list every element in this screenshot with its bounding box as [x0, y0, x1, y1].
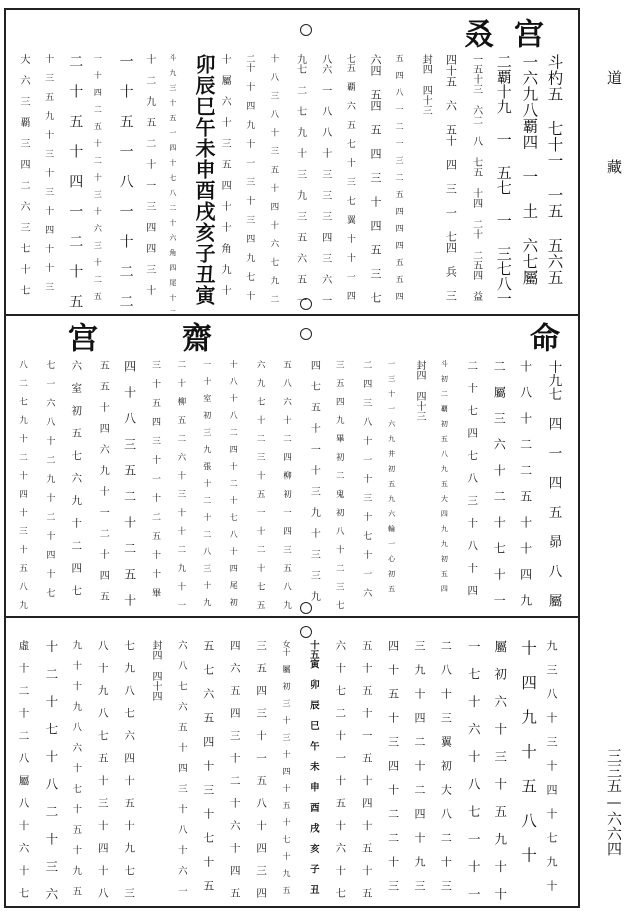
heading-char: 齋 [176, 322, 211, 358]
text-column: 大 六 三 覇 三 四 二 六 三 七 十 七 [18, 54, 29, 295]
text-column: 三 九 十 四 二 十 二 四 十 九 三 [413, 640, 426, 891]
ring-marker [300, 24, 312, 36]
text-column: 九七 二 七 九 十 三 九 三 五 六 五 一 [294, 54, 306, 305]
ring-marker [300, 626, 312, 638]
text-column: 六 八 七 六 五 十 四 三 十 八 十 六 一 [175, 640, 187, 896]
text-column: 二十 十 四 九 十 一 三 十 三 四 九 七 十 [244, 54, 255, 300]
text-column: 六四 五四 五 四 三 十 四 五 三 七 [369, 54, 382, 303]
text-column: 三 五 四 九 畢 初 二 鬼 初 八 十 二 三 七 [334, 360, 345, 609]
text-column: 女十 屬 初 三 十 三 十 四 十 五 十 七 十 九 五 [282, 640, 291, 894]
text-column: 二 屬 三 六 十 二 十 七 十 一 [492, 360, 507, 606]
text-column: 九 三 八 十 三 十 四 十 七 九 十 [545, 640, 558, 891]
text-column: 三 五 四 三 十 一 五 八 十 四 三 四 [255, 640, 268, 898]
text-column: 十 二 九 五 二 十 一 三 四 四 三 十 [143, 54, 155, 295]
table-band-middle [6, 316, 578, 618]
text-column: 四 六 五 四 三 十 二 十 六 十 四 五 [228, 640, 241, 898]
text-column: 十五寅 卯 辰 巳 午 未 申 酉 戌 亥 子 丑 [307, 640, 319, 894]
text-column: 八 二 七 九 十 二 十 四 十 三 十 五 八 九 [17, 360, 28, 609]
ring-marker [300, 328, 312, 340]
heading-char: 叒 [458, 18, 493, 54]
text-column: 斗 初 二 覇 初 五 八 九 五 大 四 九 九 初 五 四 [440, 360, 449, 592]
heading-palace-char: 宫 [62, 322, 97, 358]
text-column: 十 屬 六 十 三 五 四 十 十 角 九 十 [219, 54, 231, 295]
text-column: 五 五 十 四 六 九 十 一 二 十 四 五 [97, 360, 109, 601]
text-column: 卯辰巳午未申酉戌亥子丑寅 [192, 54, 216, 306]
text-column: 九 十 十 九 八 六 十 七 十 五 十 九 五 [70, 640, 82, 896]
text-column: 二 十 七 四 七 八 三 十 八 十 四 [466, 360, 479, 596]
text-column: 封四 四十三 [414, 360, 425, 421]
text-column: 八 十 九 八 七 五 十 三 十 四 十 八 [96, 640, 109, 898]
text-column: 十 八 十 二 二 五 十 十 四 九 [518, 360, 533, 606]
text-column: 四十五 六 五十 四 三 一 七四 兵 三 [444, 54, 458, 301]
text-column: 五 八 六 十 二 四 柳 初 一 四 三 五 八 九 [281, 360, 292, 609]
text-column: 二 八 十 三 翼 初 大 八 二 十 三 [439, 640, 453, 891]
text-column: 虛 十 二 十 二 八 屬 八 十 六 十 七 [17, 640, 30, 898]
margin-page-number: 三三五—六六四 [605, 748, 623, 856]
text-column: 一 三 十 一 六 九 井 初 五 九 六 輪 一 心 初 五 [387, 360, 396, 592]
text-column: 十九七 四 一 四 五 昴 八 屬 [545, 360, 562, 607]
page-frame [4, 8, 580, 908]
text-column: 一 十 四 二 五 十 二 十 三 十 六 三 十 二 五 [93, 54, 103, 300]
text-column: 一 七 十 六 十 八 七 一 十 一 [466, 640, 482, 900]
text-column: 七 一 六 八 十 二 九 十 二 十 四 十 七 [44, 360, 55, 597]
text-column: 斗 九 三 十 五 一 四 十 七 八 二 十 六 角 四 尾 十 二 [168, 54, 177, 316]
text-column: 一六九八覇四 一 土 六七屬 [520, 54, 539, 286]
text-column: 斗杓五 七十一 一五 五六五 [545, 54, 564, 286]
text-column: 五 七 六 五 四 十 三 十 七 十 五 [201, 640, 215, 891]
text-column: 二 十 五 十 四 一 二 十 五 [67, 54, 84, 308]
text-column: 六 九 七 十 二 三 十 五 一 十 二 十 七 五 [255, 360, 266, 609]
text-column: 封四 四十三 [420, 54, 432, 115]
text-column: 六 室 初 五 七 六 九 十 二 四 七 [70, 360, 83, 596]
text-column: 十 四 九 十 五 八 十 [519, 640, 538, 863]
text-column: 三 十 五 四 三 十 一 十 二 五 十 十 畢 [150, 360, 160, 597]
text-column: 七 九 八 七 六 四 十 五 十 九 七 三 [123, 640, 136, 898]
text-column: 封四 四十四 [150, 640, 161, 701]
ring-marker [300, 602, 312, 614]
text-column: 二覇十九 一 五七 一 三七八一 [494, 54, 513, 306]
text-column: 二 十 柳 五 二 六 十 三 十 十 二 九 十 一 [175, 360, 186, 609]
table-band-bottom [6, 618, 578, 906]
text-column: 一 十 室 初 三 九 張 十 二 十 二 八 三 十 九 [202, 360, 212, 606]
text-column: 四 十 八 三 五 二 十 二 五 十 [122, 360, 137, 606]
text-column: 六 十 七 二 十 一 十 五 十 六 十 七 [334, 640, 347, 898]
text-column: 七五 覇 六 五 七 十 三 七 翼 十 十 一 四 [344, 54, 355, 300]
text-column: 八六 一 八 八 十 三 三 三 四 三 六 一 [319, 54, 331, 305]
text-column: 十 二 十 七 十 八 二 十 三 六 [43, 640, 59, 900]
text-column: 十 八 十 八 二 四 十 二 十 七 八 十 四 尾 初 [229, 360, 239, 606]
table-band-top [6, 10, 578, 316]
margin-title: 道 藏 [605, 70, 623, 202]
text-column: 五 四 八 一 二 一 三 二 五 四 四 四 五 五 四 [395, 54, 405, 300]
text-column: 二 四 三 八 十 一 十 三 十 七 十 一 六 [361, 360, 372, 597]
text-column: 十 八 三 八 十 三 五 十 四 十 六 七 九 二 [268, 54, 279, 303]
text-column: 四 十 五 十 三 四 十 二 二 十 三 [386, 640, 400, 891]
text-column: 五 十 五 十 一 五 十 四 十 五 十 五 [360, 640, 373, 898]
text-column: 四 七 五 十 一 十 三 九 十 三 三 九 [308, 360, 320, 601]
text-column: 一五十三 六二 八 七五 十四 二十 二五四 益 [470, 54, 482, 301]
text-column: 屬 初 六 十 三 十 五 九 十 十 [492, 640, 508, 900]
text-column: 十 三 五 九 十 三 十 三 十 四 十 十 三 [43, 54, 54, 291]
text-column: 一 十 五 一 八 一 十 二 二 [117, 54, 134, 308]
heading-palace-char: 宫 [508, 18, 543, 54]
heading-char: 命 [524, 322, 559, 358]
